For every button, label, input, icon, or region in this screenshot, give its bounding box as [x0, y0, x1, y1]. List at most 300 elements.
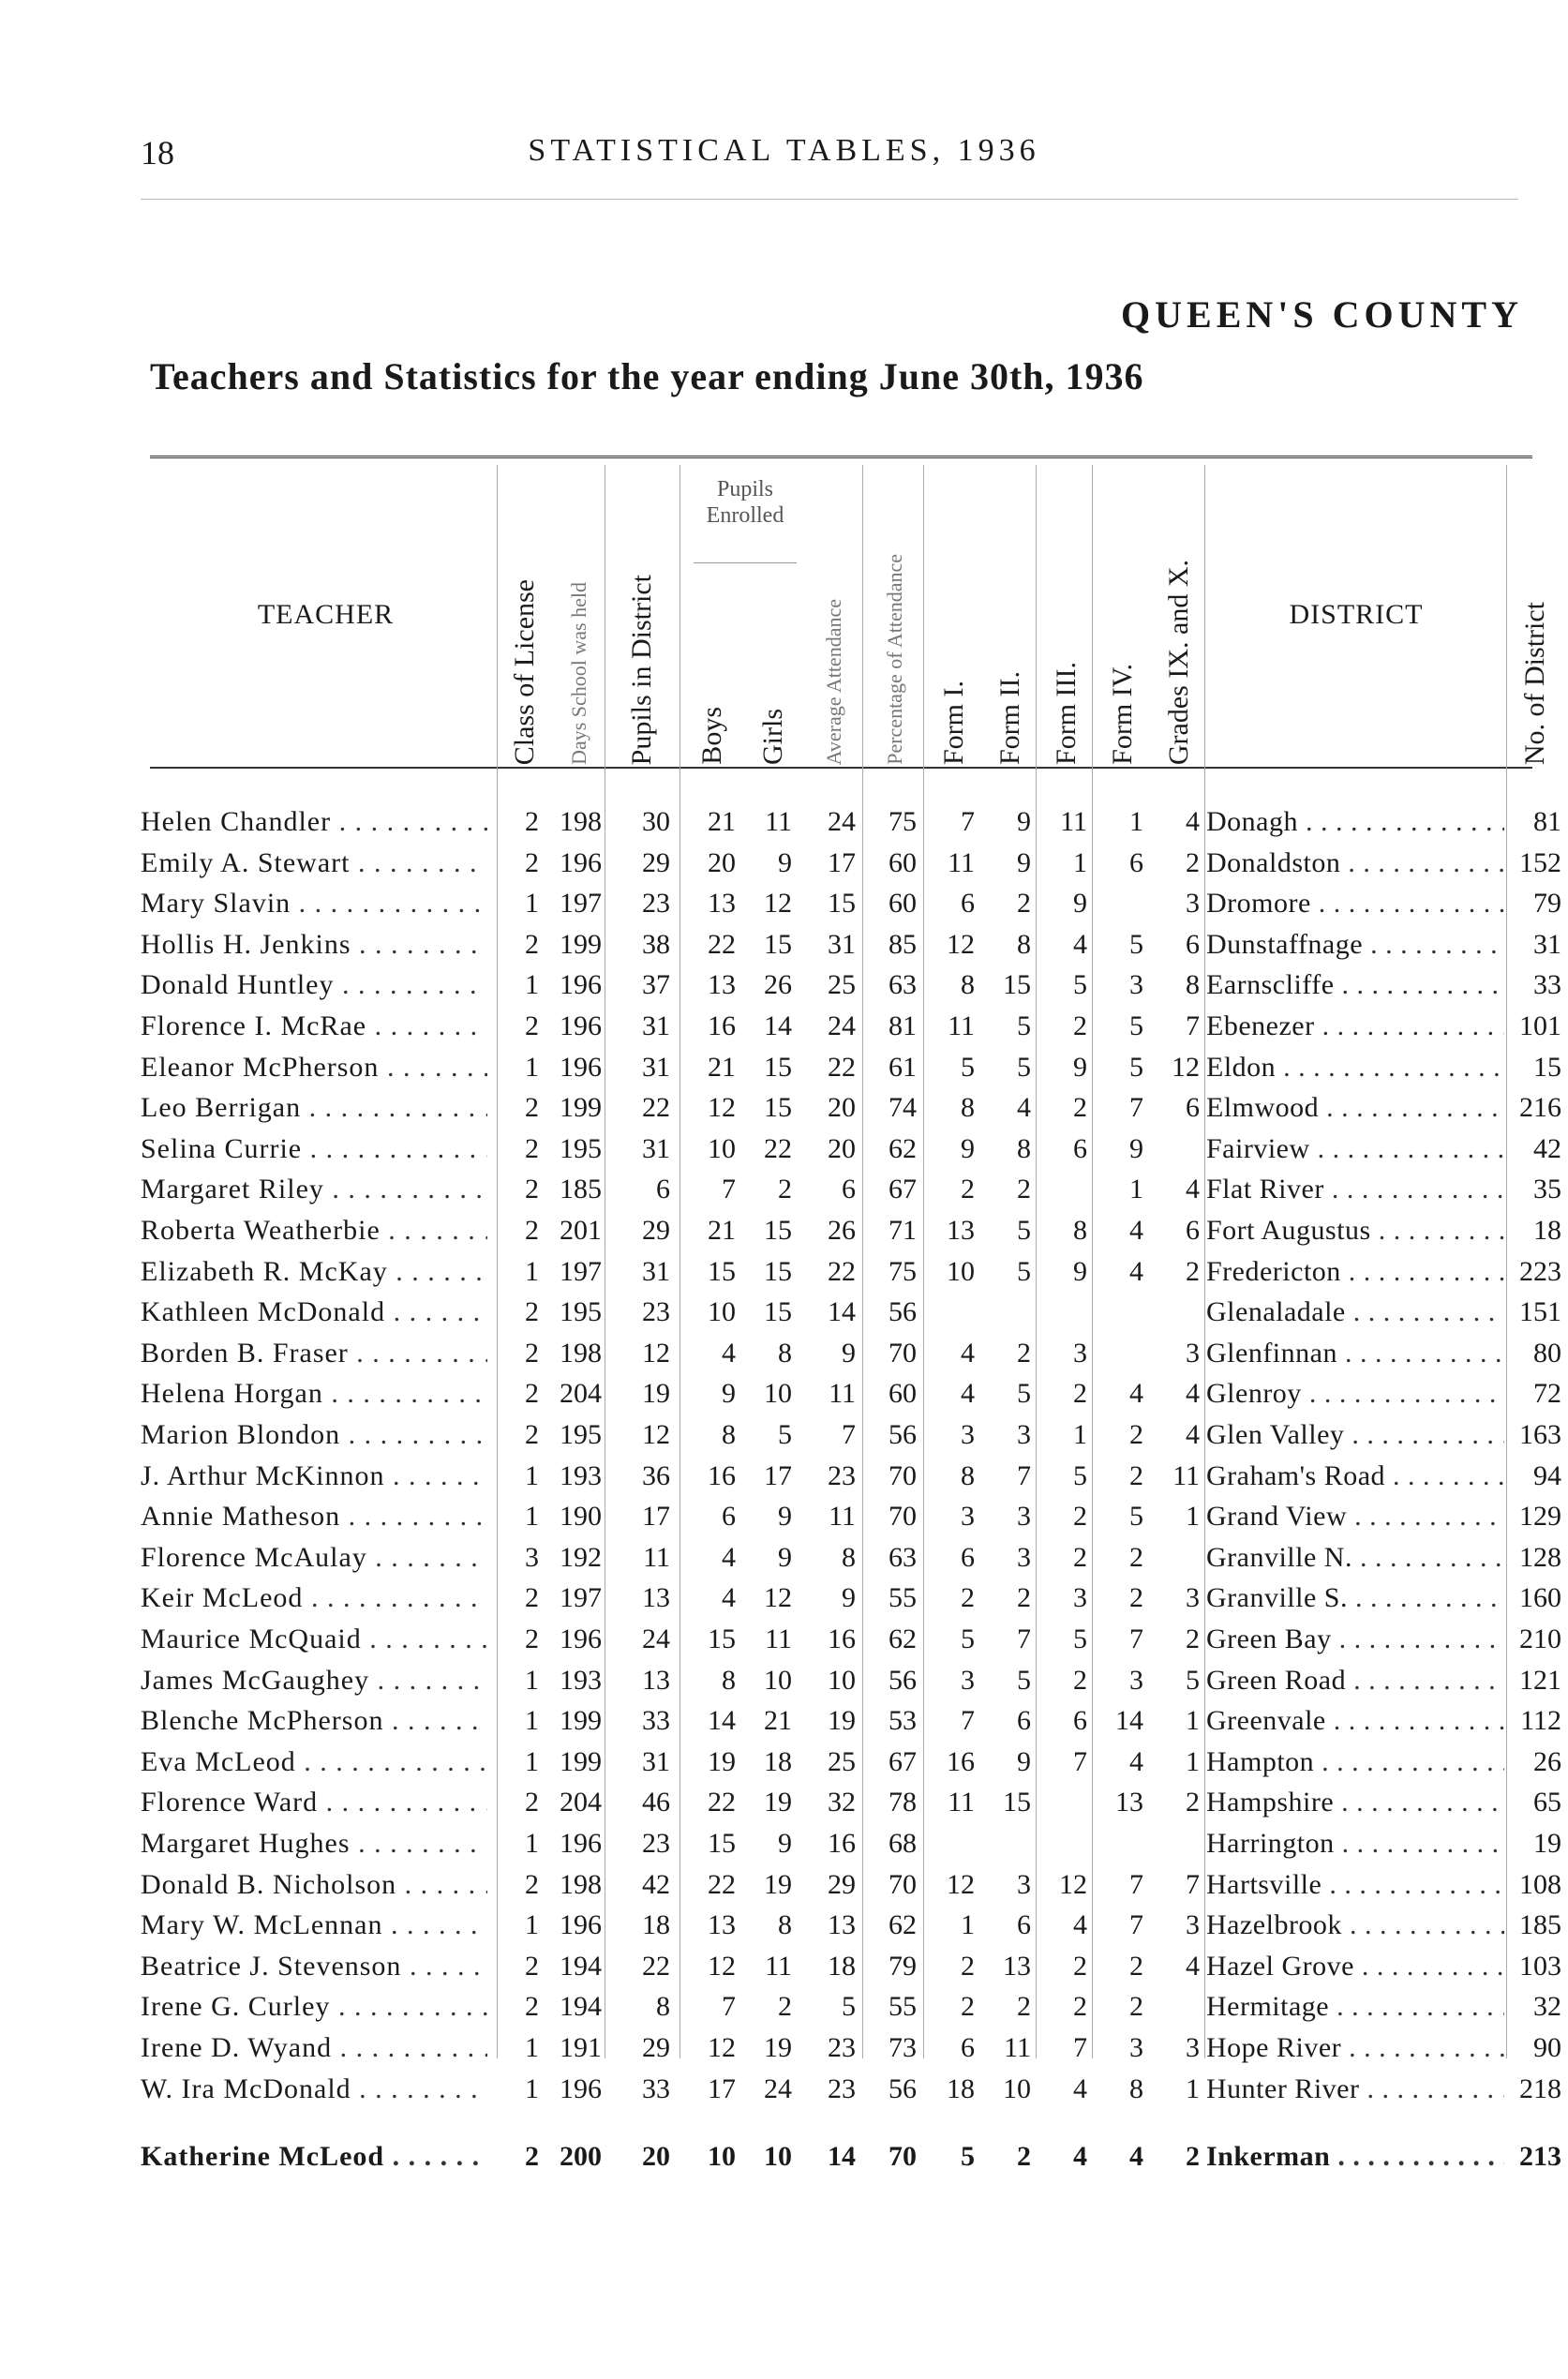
grades-count: 2: [1186, 846, 1200, 878]
girls-enrolled: 15: [764, 1051, 792, 1083]
average-attendance: 16: [828, 1828, 856, 1859]
form-2-count: 3: [1017, 1868, 1031, 1900]
percentage-attendance: 56: [889, 1419, 917, 1450]
grades-count: 4: [1186, 1419, 1200, 1450]
district-number: 81: [1533, 806, 1561, 837]
district-number: 152: [1519, 846, 1561, 878]
boys-enrolled: 17: [708, 2072, 736, 2104]
girls-enrolled: 9: [778, 1828, 792, 1859]
grades-count: 6: [1186, 1215, 1200, 1246]
form-4-count: 4: [1129, 1215, 1143, 1246]
teacher-name: Donald B. Nicholson . . .: [141, 1864, 487, 1906]
percentage-attendance: 60: [889, 888, 917, 920]
days-school-held: 193: [560, 1459, 602, 1491]
average-attendance: 20: [828, 1092, 856, 1124]
table-row: [0, 1823, 1568, 1864]
form-3-count: 2: [1073, 1010, 1087, 1041]
girls-enrolled: 22: [764, 1132, 792, 1164]
grades-count: 6: [1186, 928, 1200, 960]
pupils-enrolled-rule: [694, 562, 797, 563]
girls-enrolled: 2: [778, 1991, 792, 2023]
pupils-in-district: 37: [642, 969, 670, 1001]
grades-count: 7: [1186, 1868, 1200, 1900]
days-school-held: 193: [560, 1664, 602, 1696]
form-1-count: 3: [961, 1664, 975, 1696]
percentage-attendance: 67: [889, 1745, 917, 1777]
table-row: [0, 1129, 1568, 1170]
form-2-count: 5: [1017, 1010, 1031, 1041]
header-grades: Grades IX. and X.: [1162, 559, 1194, 765]
days-school-held: 199: [560, 1705, 602, 1737]
grades-count: 12: [1172, 1051, 1200, 1083]
pupils-in-district: 46: [642, 1787, 670, 1818]
class-of-license: 2: [525, 1868, 539, 1900]
form-2-count: 5: [1017, 1215, 1031, 1246]
grades-count: 2: [1186, 1623, 1200, 1654]
boys-enrolled: 10: [708, 1132, 736, 1164]
girls-enrolled: 19: [764, 1868, 792, 1900]
grades-count: [1148, 1986, 1200, 2027]
district-number: 101: [1519, 1010, 1561, 1041]
pupils-in-district: 8: [656, 1991, 670, 2023]
boys-enrolled: 22: [708, 1787, 736, 1818]
percentage-attendance: 56: [889, 1664, 917, 1696]
form-1-count: 12: [947, 928, 975, 960]
boys-enrolled: 10: [708, 2140, 736, 2172]
form-2-count: 5: [1017, 1051, 1031, 1083]
percentage-attendance: 63: [889, 1541, 917, 1573]
form-2-count: 8: [1017, 928, 1031, 960]
district-name: Fort Augustus . . .: [1206, 1210, 1504, 1251]
form-1-count: 6: [961, 888, 975, 920]
boys-enrolled: 21: [708, 1051, 736, 1083]
percentage-attendance: 70: [889, 1868, 917, 1900]
class-of-license: 1: [525, 1501, 539, 1533]
form-2-count: 10: [1003, 2072, 1031, 2104]
header-bottom-rule: [150, 767, 1532, 769]
form-4-count: 7: [1129, 1909, 1143, 1941]
boys-enrolled: 13: [708, 888, 736, 920]
form-2-count: [979, 1823, 1031, 1864]
form-3-count: 3: [1073, 1337, 1087, 1369]
table-row: [0, 883, 1568, 924]
form-1-count: 8: [961, 1092, 975, 1124]
pupils-in-district: 13: [642, 1582, 670, 1614]
days-school-held: 199: [560, 928, 602, 960]
class-of-license: 2: [525, 1623, 539, 1654]
district-name: Ebenezer . . .: [1206, 1006, 1504, 1047]
district-number: 103: [1519, 1950, 1561, 1982]
district-name: Grand View . . .: [1206, 1496, 1504, 1537]
teacher-name: Florence Ward . . .: [141, 1782, 487, 1823]
girls-enrolled: 18: [764, 1745, 792, 1777]
form-4-count: 5: [1129, 1501, 1143, 1533]
form-1-count: 4: [961, 1337, 975, 1369]
grades-count: 3: [1186, 2032, 1200, 2063]
header-district-number: No. of District: [1518, 601, 1550, 765]
days-school-held: 200: [560, 2140, 602, 2172]
grades-count: 3: [1186, 1909, 1200, 1941]
form-3-count: 1: [1073, 1419, 1087, 1450]
form-1-count: 7: [961, 806, 975, 837]
boys-enrolled: 7: [722, 1991, 736, 2023]
teacher-name: Annie Matheson . . .: [141, 1496, 487, 1537]
class-of-license: 2: [525, 1787, 539, 1818]
form-1-count: 2: [961, 1950, 975, 1982]
days-school-held: 204: [560, 1787, 602, 1818]
table-row: [0, 1006, 1568, 1047]
form-4-count: 5: [1129, 928, 1143, 960]
form-1-count: 4: [961, 1378, 975, 1410]
header-pupils-in-district: Pupils in District: [626, 574, 657, 765]
days-school-held: 198: [560, 1337, 602, 1369]
girls-enrolled: 15: [764, 1092, 792, 1124]
form-4-count: 2: [1129, 1419, 1143, 1450]
teacher-name: Mary W. McLennan . . .: [141, 1905, 487, 1946]
percentage-attendance: 61: [889, 1051, 917, 1083]
days-school-held: 196: [560, 969, 602, 1001]
girls-enrolled: 11: [765, 1950, 792, 1982]
form-4-count: 5: [1129, 1010, 1143, 1041]
form-4-count: 4: [1129, 2140, 1143, 2172]
grades-count: 3: [1186, 1337, 1200, 1369]
pupils-in-district: 19: [642, 1378, 670, 1410]
girls-enrolled: 15: [764, 928, 792, 960]
form-3-count: 9: [1073, 888, 1087, 920]
pupils-in-district: 23: [642, 888, 670, 920]
percentage-attendance: 70: [889, 1337, 917, 1369]
header-form-4: Form IV.: [1106, 664, 1138, 765]
table-subtitle: Teachers and Statistics for the year ending June 30th, 1936: [150, 355, 1144, 397]
percentage-attendance: 63: [889, 969, 917, 1001]
form-1-count: 8: [961, 969, 975, 1001]
pupils-in-district: 31: [642, 1255, 670, 1287]
girls-enrolled: 15: [764, 1215, 792, 1246]
form-3-count: 5: [1073, 969, 1087, 1001]
boys-enrolled: 20: [708, 846, 736, 878]
boys-enrolled: 4: [722, 1337, 736, 1369]
days-school-held: 196: [560, 1051, 602, 1083]
district-name: Eldon . . .: [1206, 1047, 1504, 1088]
girls-enrolled: 11: [765, 1623, 792, 1654]
class-of-license: 2: [525, 1215, 539, 1246]
class-of-license: 2: [525, 1132, 539, 1164]
district-number: 33: [1533, 969, 1561, 1001]
table-row: [0, 2136, 1568, 2177]
percentage-attendance: 79: [889, 1950, 917, 1982]
class-of-license: 2: [525, 1378, 539, 1410]
girls-enrolled: 15: [764, 1296, 792, 1328]
class-of-license: 2: [525, 1296, 539, 1328]
district-number: 151: [1519, 1296, 1561, 1328]
pupils-in-district: 29: [642, 1215, 670, 1246]
girls-enrolled: 5: [778, 1419, 792, 1450]
grades-count: 11: [1172, 1459, 1200, 1491]
form-3-count: 1: [1073, 846, 1087, 878]
grades-count: 1: [1186, 1705, 1200, 1737]
class-of-license: 1: [525, 1828, 539, 1859]
form-2-count: [979, 1292, 1031, 1333]
table-row: [0, 801, 1568, 843]
teacher-name: Hollis H. Jenkins . . .: [141, 924, 487, 965]
pupils-in-district: 30: [642, 806, 670, 837]
grades-count: 4: [1186, 1950, 1200, 1982]
pupils-in-district: 23: [642, 1828, 670, 1859]
table-row: [0, 1864, 1568, 1906]
pupils-in-district: 29: [642, 2032, 670, 2063]
form-2-count: 9: [1017, 846, 1031, 878]
district-number: 19: [1533, 1828, 1561, 1859]
boys-enrolled: 8: [722, 1664, 736, 1696]
district-name: Glen Valley . . .: [1206, 1414, 1504, 1456]
header-girls: Girls: [757, 709, 788, 765]
table-row: [0, 1210, 1568, 1251]
form-2-count: 2: [1017, 1582, 1031, 1614]
girls-enrolled: 9: [778, 846, 792, 878]
days-school-held: 204: [560, 1378, 602, 1410]
form-4-count: 7: [1129, 1868, 1143, 1900]
form-3-count: 5: [1073, 1459, 1087, 1491]
boys-enrolled: 15: [708, 1623, 736, 1654]
boys-enrolled: 15: [708, 1255, 736, 1287]
form-1-count: 5: [961, 1051, 975, 1083]
average-attendance: 10: [828, 1664, 856, 1696]
boys-enrolled: 15: [708, 1828, 736, 1859]
teacher-name: Marion Blondon . . .: [141, 1414, 487, 1456]
percentage-attendance: 74: [889, 1092, 917, 1124]
form-4-count: 3: [1129, 2032, 1143, 2063]
grades-count: [1148, 1292, 1200, 1333]
form-3-count: 2: [1073, 1991, 1087, 2023]
class-of-license: 1: [525, 2072, 539, 2104]
district-name: Flat River . . .: [1206, 1169, 1504, 1210]
teacher-name: Emily A. Stewart . . .: [141, 843, 487, 884]
form-3-count: 2: [1073, 1092, 1087, 1124]
grades-count: 1: [1186, 2072, 1200, 2104]
percentage-attendance: 56: [889, 1296, 917, 1328]
boys-enrolled: 12: [708, 2032, 736, 2063]
pupils-in-district: 6: [656, 1174, 670, 1205]
pupils-in-district: 13: [642, 1664, 670, 1696]
pupils-in-district: 20: [642, 2140, 670, 2172]
boys-enrolled: 21: [708, 1215, 736, 1246]
form-1-count: 2: [961, 1582, 975, 1614]
pupils-in-district: 31: [642, 1745, 670, 1777]
form-3-count: 5: [1073, 1623, 1087, 1654]
pupils-in-district: 31: [642, 1051, 670, 1083]
form-4-count: 1: [1129, 1174, 1143, 1205]
district-number: 210: [1519, 1623, 1561, 1654]
header-pupils-enrolled: Pupils Enrolled: [706, 477, 784, 528]
teacher-name: Irene D. Wyand . . .: [141, 2027, 487, 2069]
district-number: 15: [1533, 1051, 1561, 1083]
average-attendance: 17: [828, 846, 856, 878]
form-3-count: 2: [1073, 1541, 1087, 1573]
form-2-count: 8: [1017, 1132, 1031, 1164]
table-row: [0, 1373, 1568, 1414]
days-school-held: 194: [560, 1950, 602, 1982]
boys-enrolled: 14: [708, 1705, 736, 1737]
table-row: [0, 965, 1568, 1006]
average-attendance: 32: [828, 1787, 856, 1818]
teacher-name: Katherine McLeod . . .: [141, 2136, 487, 2177]
form-4-count: 2: [1129, 1582, 1143, 1614]
table-row: [0, 1047, 1568, 1088]
header-boys: Boys: [696, 707, 727, 765]
class-of-license: 3: [525, 1541, 539, 1573]
average-attendance: 7: [842, 1419, 856, 1450]
class-of-license: 1: [525, 1255, 539, 1287]
form-4-count: 7: [1129, 1623, 1143, 1654]
percentage-attendance: 67: [889, 1174, 917, 1205]
district-number: 160: [1519, 1582, 1561, 1614]
table-row: [0, 1782, 1568, 1823]
form-1-count: 6: [961, 2032, 975, 2063]
district-number: 18: [1533, 1215, 1561, 1246]
district-number: 26: [1533, 1745, 1561, 1777]
district-name: Graham's Road . . .: [1206, 1456, 1504, 1497]
average-attendance: 14: [828, 1296, 856, 1328]
table-row: [0, 1292, 1568, 1333]
form-3-count: 2: [1073, 1950, 1087, 1982]
pupils-in-district: 11: [643, 1541, 670, 1573]
form-1-count: 6: [961, 1541, 975, 1573]
average-attendance: 29: [828, 1868, 856, 1900]
district-number: 42: [1533, 1132, 1561, 1164]
boys-enrolled: 21: [708, 806, 736, 837]
pupils-in-district: 31: [642, 1010, 670, 1041]
table-row: [0, 1496, 1568, 1537]
pupils-in-district: 24: [642, 1623, 670, 1654]
teacher-name: Selina Currie . . .: [141, 1129, 487, 1170]
teacher-name: Kathleen McDonald . . .: [141, 1292, 487, 1333]
pupils-in-district: 42: [642, 1868, 670, 1900]
district-name: Glenfinnan . . .: [1206, 1333, 1504, 1374]
district-number: 72: [1533, 1378, 1561, 1410]
form-2-count: 6: [1017, 1705, 1031, 1737]
form-1-count: 10: [947, 1255, 975, 1287]
form-1-count: 7: [961, 1705, 975, 1737]
form-3-count: 9: [1073, 1051, 1087, 1083]
form-1-count: [923, 1823, 975, 1864]
county-title: QUEEN'S COUNTY: [1121, 293, 1523, 336]
girls-enrolled: 9: [778, 1501, 792, 1533]
pupils-in-district: 33: [642, 2072, 670, 2104]
class-of-license: 1: [525, 888, 539, 920]
district-number: 31: [1533, 928, 1561, 960]
teacher-name: Blenche McPherson . . .: [141, 1700, 487, 1742]
class-of-license: 2: [525, 2140, 539, 2172]
percentage-attendance: 56: [889, 2072, 917, 2104]
grades-count: 5: [1186, 1664, 1200, 1696]
girls-enrolled: 19: [764, 2032, 792, 2063]
grades-count: 6: [1186, 1092, 1200, 1124]
days-school-held: 192: [560, 1541, 602, 1573]
form-2-count: 9: [1017, 806, 1031, 837]
average-attendance: 20: [828, 1132, 856, 1164]
teacher-name: Maurice McQuaid . . .: [141, 1619, 487, 1660]
table-row: [0, 1946, 1568, 1987]
days-school-held: 198: [560, 1868, 602, 1900]
form-3-count: [1036, 1292, 1087, 1333]
table-row: [0, 1700, 1568, 1742]
form-4-count: 7: [1129, 1092, 1143, 1124]
district-name: Glenroy . . .: [1206, 1373, 1504, 1414]
header-district: DISTRICT: [1289, 599, 1424, 630]
average-attendance: 25: [828, 1745, 856, 1777]
pupils-in-district: 12: [642, 1337, 670, 1369]
girls-enrolled: 10: [764, 1664, 792, 1696]
teacher-name: Margaret Riley . . .: [141, 1169, 487, 1210]
district-name: Greenvale . . .: [1206, 1700, 1504, 1742]
district-number: 218: [1519, 2072, 1561, 2104]
table-row: [0, 1619, 1568, 1660]
form-4-count: 5: [1129, 1051, 1143, 1083]
percentage-attendance: 53: [889, 1705, 917, 1737]
form-3-count: 4: [1073, 2140, 1087, 2172]
district-name: Green Road . . .: [1206, 1660, 1504, 1701]
form-3-count: [1036, 1823, 1087, 1864]
grades-count: 1: [1186, 1745, 1200, 1777]
grades-count: 7: [1186, 1010, 1200, 1041]
form-1-count: 8: [961, 1459, 975, 1491]
form-2-count: 4: [1017, 1092, 1031, 1124]
average-attendance: 26: [828, 1215, 856, 1246]
form-2-count: 3: [1017, 1501, 1031, 1533]
form-4-count: 2: [1129, 1459, 1143, 1491]
days-school-held: 201: [560, 1215, 602, 1246]
class-of-license: 2: [525, 1419, 539, 1450]
form-2-count: 2: [1017, 888, 1031, 920]
teacher-name: Borden B. Fraser . . .: [141, 1333, 487, 1374]
grades-count: [1148, 1537, 1200, 1579]
district-number: 80: [1533, 1337, 1561, 1369]
form-1-count: 16: [947, 1745, 975, 1777]
table-row: [0, 2069, 1568, 2110]
boys-enrolled: 22: [708, 928, 736, 960]
form-1-count: 9: [961, 1132, 975, 1164]
pupils-in-district: 33: [642, 1705, 670, 1737]
form-2-count: 9: [1017, 1745, 1031, 1777]
pupils-in-district: 29: [642, 846, 670, 878]
district-name: Donagh . . .: [1206, 801, 1504, 843]
form-4-count: 3: [1129, 969, 1143, 1001]
district-name: Fredericton . . .: [1206, 1251, 1504, 1293]
form-3-count: 4: [1073, 1909, 1087, 1941]
form-3-count: 9: [1073, 1255, 1087, 1287]
days-school-held: 194: [560, 1991, 602, 2023]
average-attendance: 5: [842, 1991, 856, 2023]
days-school-held: 198: [560, 806, 602, 837]
average-attendance: 9: [842, 1337, 856, 1369]
table-row: [0, 924, 1568, 965]
district-name: Inkerman . . .: [1206, 2136, 1504, 2177]
form-2-count: 5: [1017, 1378, 1031, 1410]
average-attendance: 24: [828, 1010, 856, 1041]
grades-count: 8: [1186, 969, 1200, 1001]
percentage-attendance: 70: [889, 1501, 917, 1533]
percentage-attendance: 60: [889, 1378, 917, 1410]
form-4-count: 2: [1129, 1950, 1143, 1982]
form-2-count: 3: [1017, 1419, 1031, 1450]
teacher-name: Florence I. McRae . . .: [141, 1006, 487, 1047]
form-4-count: 14: [1115, 1705, 1143, 1737]
district-name: Green Bay . . .: [1206, 1619, 1504, 1660]
class-of-license: 1: [525, 1909, 539, 1941]
teacher-name: Mary Slavin . . .: [141, 883, 487, 924]
grades-count: 2: [1186, 1255, 1200, 1287]
form-3-count: 8: [1073, 1215, 1087, 1246]
